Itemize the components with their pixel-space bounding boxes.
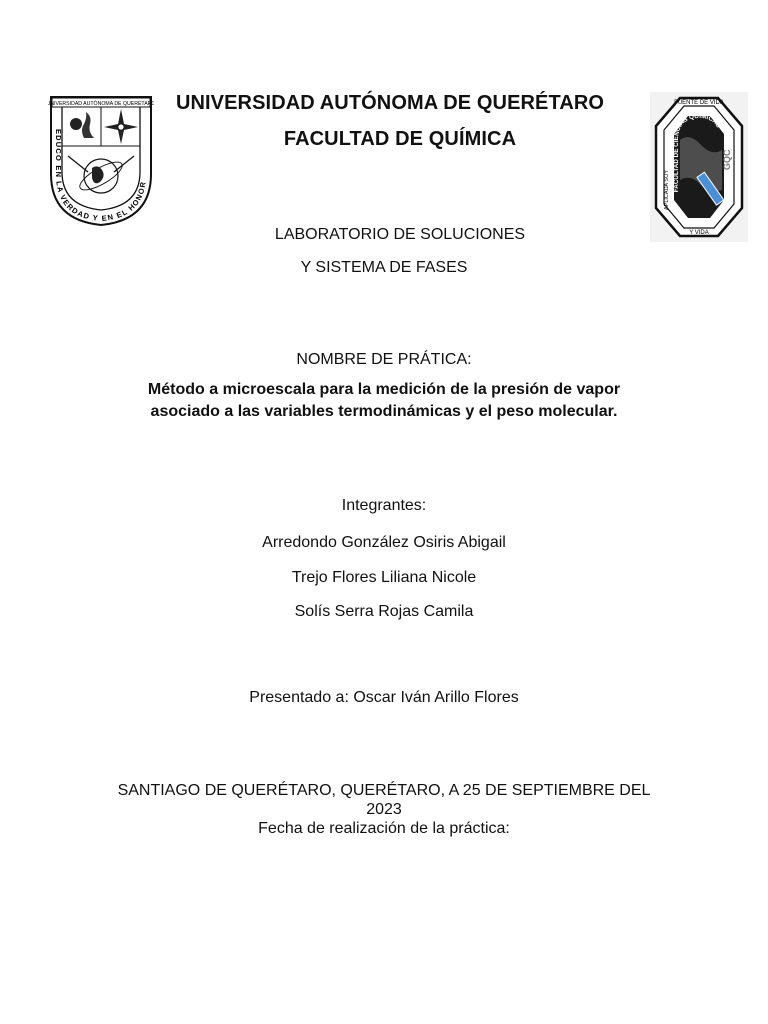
seal-letters: GQC (722, 149, 732, 170)
practice-label: NOMBRE DE PRÁTICA: (296, 351, 472, 368)
seal-bottom-text: Y VIDA (689, 230, 709, 236)
seal-ring-text: FACULTAD DE CIENCIAS QUÍMICAS (673, 112, 722, 193)
members-label: Integrantes: (341, 497, 427, 514)
practice-date-label: Fecha de realización de la práctica: (258, 820, 510, 837)
location-date-line1: SANTIAGO DE QUERÉTARO, QUERÉTARO, A 25 DE SEPTIEMBRE DEL (117, 782, 651, 799)
seal-top-text: FUENTE DE VIDA (674, 100, 724, 106)
presented-to: Presentado a: Oscar Iván Arillo Flores (249, 689, 519, 706)
logo-motto-text: EDUCO EN LA VERDAD Y EN EL HONOR (53, 128, 148, 224)
member-name: Solís Serra Rojas Camila (294, 603, 474, 620)
lab-name-line2: Y SISTEMA DE FASES (300, 259, 468, 276)
practice-title-line2: asociado a las variables termodinámicas y el peso molecular. (150, 403, 618, 420)
fq-logo (650, 92, 748, 242)
uaq-logo (48, 94, 154, 228)
lab-name-line1: LABORATORIO DE SOLUCIONES (274, 226, 526, 243)
seal-side-text: APLICADA SOY (664, 169, 670, 210)
location-date-line2: 2023 (366, 801, 402, 818)
practice-title-line1: Método a microescala para la medición de la presión de vapor (147, 381, 621, 398)
logo-banner-text: UNIVERSIDAD AUTÓNOMA DE QUERÉTARO (48, 101, 154, 107)
member-name: Arredondo González Osiris Abigail (262, 534, 506, 551)
member-name: Trejo Flores Liliana Nicole (291, 569, 477, 586)
university-title: UNIVERSIDAD AUTÓNOMA DE QUERÉTARO (175, 92, 605, 114)
faculty-title: FACULTAD DE QUÍMICA (283, 128, 517, 150)
